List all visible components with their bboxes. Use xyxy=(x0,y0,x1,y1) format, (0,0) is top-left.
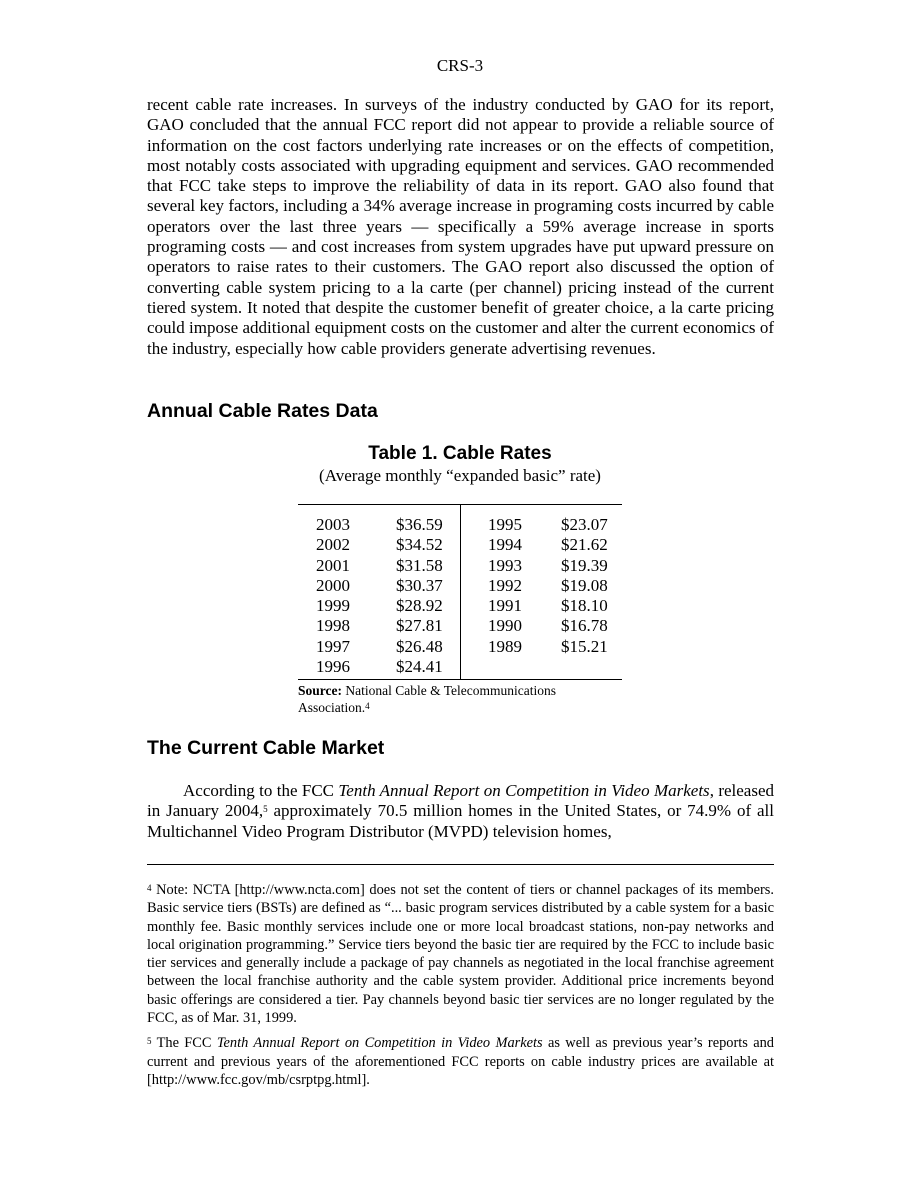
rate-cell: $21.62 xyxy=(561,535,608,555)
footnote-5-text-1: The FCC xyxy=(151,1035,217,1052)
year-cell: 1999 xyxy=(316,596,350,616)
market-paragraph xyxy=(147,781,774,842)
rate-cell: $24.41 xyxy=(372,657,461,680)
year-cell: 1992 xyxy=(488,575,522,595)
rate-cell: $28.92 xyxy=(372,596,461,616)
table-row xyxy=(298,505,622,536)
year-cell: 1989 xyxy=(488,636,522,656)
year-cell: 2002 xyxy=(316,535,350,555)
table-row xyxy=(298,657,622,680)
page-number: CRS-3 xyxy=(436,56,484,75)
year-cell: 1994 xyxy=(488,535,522,555)
rate-cell: $27.81 xyxy=(372,616,461,636)
footnote-5-text-2: as well as previous year’s reports and current and previous years of the aforementioned FCC reports on cable industry prices are available at [http://www.fcc.gov/mb/csrptpg.html]. xyxy=(147,1035,774,1088)
source-text: National Cable & Telecommunications Association. xyxy=(298,683,557,715)
table-row xyxy=(298,596,622,616)
footnote-ref-4[interactable]: 4 xyxy=(365,700,370,711)
table-row xyxy=(298,556,622,576)
report-title: Tenth Annual Report on Competition in Video Markets xyxy=(338,781,710,800)
rate-cell: $36.59 xyxy=(372,505,461,536)
table-row xyxy=(298,535,622,555)
source-label: Source: xyxy=(298,683,342,698)
rate-cell: $15.21 xyxy=(561,636,608,656)
rate-cell: $19.08 xyxy=(561,575,608,595)
table-source-note xyxy=(298,683,622,716)
rate-cell: $18.10 xyxy=(561,596,608,616)
section-heading-current-market: The Current Cable Market xyxy=(147,737,385,759)
year-cell: 2000 xyxy=(316,575,350,595)
market-section xyxy=(147,781,774,842)
rate-cell xyxy=(535,657,622,680)
table-subtitle: (Average monthly “expanded basic” rate) xyxy=(319,466,601,485)
market-text-1: According to the FCC xyxy=(183,781,339,800)
year-cell: 1990 xyxy=(488,616,522,636)
year-cell xyxy=(461,657,536,680)
table-row xyxy=(298,616,622,636)
section-annual-rates xyxy=(147,400,774,423)
rate-cell: $19.39 xyxy=(561,555,608,575)
footnote-5 xyxy=(147,1034,774,1089)
rate-cell: $34.52 xyxy=(372,535,461,555)
year-cell: 2001 xyxy=(316,555,350,575)
year-cell: 1997 xyxy=(316,636,350,656)
year-cell: 1996 xyxy=(316,657,350,677)
year-cell: 1991 xyxy=(488,596,522,616)
rate-cell: $30.37 xyxy=(372,576,461,596)
year-cell: 1995 xyxy=(488,515,522,534)
table-row xyxy=(298,576,622,596)
market-text-2: , released in January 2004, xyxy=(147,781,774,821)
rate-cell: $16.78 xyxy=(561,616,608,636)
intro-paragraph: recent cable rate increases. In surveys of the industry conducted by GAO for its report, GAO concluded that the annual FCC report did not appear to provide a reliable source of information on the cost factors underlying rate increases or on the effects of competition, most notably costs associated with upgrading equipment and services. GAO recommended that FCC take steps to improve the reliability of data in its report. GAO also found that several key factors, including a 34% average increase in programing costs incurred by cable operators over the last three years — specifically a 59% average increase in sports programing costs — and cost increases from system upgrades have put upward pressure on operators to raise rates to their customers. The GAO report also discussed the option of converting cable system pricing to a la carte (per channel) pricing instead of the current tiered system. It noted that despite the customer benefit of greater choice, a la carte pricing could impose additional equipment costs on the customer and alter the current economics of the industry, especially how cable providers generate advertising revenues. xyxy=(147,95,774,358)
table-row xyxy=(298,637,622,657)
cable-rates-table-container xyxy=(298,504,622,680)
footnote-5-report-title: Tenth Annual Report on Competition in Video Markets xyxy=(216,1035,543,1052)
footnote-number: 5 xyxy=(147,1036,152,1047)
footnote-4-text: Note: NCTA [http://www.ncta.com] does not set the content of tiers or channel packages of its members. Basic service tiers (BSTs) are defined as “... basic program services distributed by a cable system for a basic monthly fee. Basic monthly services include one or more local broadcast stations, non-pay networks and local origination programming.” Service tiers beyond the basic tier are required by the FCC to include basic tier services and generally include a package of pay channels as negotiated in the local franchise agreement between the local franchise authority and the cable system provider. Additional price increments beyond basic offerings are considered a tier. Pay channels beyond basic tier services are no longer regulated by the FCC, as of Mar. 31, 1999. xyxy=(147,882,774,1027)
year-cell: 2003 xyxy=(316,515,350,534)
table-title: Table 1. Cable Rates xyxy=(368,443,552,464)
section-current-market xyxy=(147,737,774,760)
rate-cell: $26.48 xyxy=(372,637,461,657)
section-heading-annual-rates: Annual Cable Rates Data xyxy=(147,400,378,422)
footnote-number: 4 xyxy=(147,883,152,893)
rate-cell: $31.58 xyxy=(372,556,461,576)
market-text-3: approximately 70.5 million homes in the United States, or 74.9% of all Multichannel Video Program Distributor (MVPD) television homes, xyxy=(147,801,774,841)
footnotes xyxy=(147,864,774,1096)
footnote-ref-5[interactable]: 5 xyxy=(263,804,268,815)
intro-section xyxy=(147,95,774,359)
rate-cell: $23.07 xyxy=(561,515,608,534)
footnote-4 xyxy=(147,881,774,1027)
cable-rates-table xyxy=(298,504,622,680)
year-cell: 1993 xyxy=(488,555,522,575)
year-cell: 1998 xyxy=(316,616,350,636)
